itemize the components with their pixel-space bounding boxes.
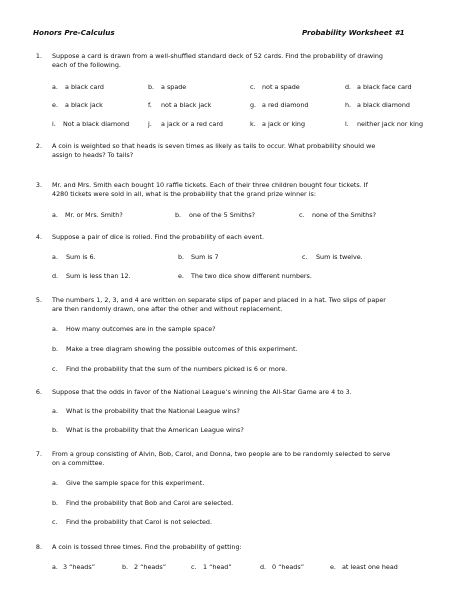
problem-text-line: A coin is tossed three times. Find the probability of getting:: [52, 543, 242, 551]
part-letter: b.: [148, 83, 155, 91]
part-letter: b.: [52, 345, 59, 353]
problem-number: 2.: [35, 142, 42, 150]
part-text: The two dice show different numbers.: [191, 272, 312, 280]
problem-text-line: Mr. and Mrs. Smith each bought 10 raffle tickets. Each of their three children bought four tickets. If: [52, 181, 368, 189]
part-text: 1 “head”: [203, 563, 232, 571]
problem-text-line: A coin is weighted so that heads is seven times as likely as tails to occur. What probability should we: [52, 142, 376, 150]
part-text: Mr. or Mrs. Smith?: [65, 211, 123, 219]
part-text: Give the sample space for this experiment.: [66, 479, 205, 487]
part-letter: e.: [178, 272, 184, 280]
problem-number: 3.: [35, 181, 42, 189]
part-text: How many outcomes are in the sample space?: [66, 325, 216, 333]
part-text: Sum is twelve.: [316, 253, 363, 261]
part-text: What is the probability that the American League wins?: [66, 426, 244, 434]
part-letter: c.: [52, 365, 58, 373]
part-letter: d.: [260, 563, 267, 571]
part-letter: c.: [52, 518, 58, 526]
part-text: not a black jack: [161, 101, 212, 109]
part-text: 0 “heads”: [272, 563, 305, 571]
part-letter: a.: [52, 211, 58, 219]
problem-number: 7.: [35, 450, 42, 458]
part-text: Sum is less than 12.: [66, 272, 131, 280]
part-text: a black card: [65, 83, 104, 91]
part-letter: c.: [250, 83, 256, 91]
part-text: a jack or king: [262, 120, 306, 128]
part-text: 2 “heads”: [134, 563, 167, 571]
part-letter: b.: [175, 211, 182, 219]
part-letter: a.: [52, 407, 58, 415]
problem-text-line: 4280 tickets were sold in all, what is the probability that the grand prize winner is:: [52, 190, 316, 198]
part-text: a black diamond: [357, 101, 410, 109]
part-text: not a spade: [262, 83, 300, 91]
part-letter: c.: [302, 253, 308, 261]
problem-text-line: Suppose a card is drawn from a well-shuffled standard deck of 52 cards. Find the probability of drawing: [52, 52, 383, 60]
part-text: neither jack nor king: [357, 120, 424, 128]
part-letter: c.: [191, 563, 197, 571]
problem-text-line: each of the following.: [52, 61, 121, 69]
problem-text-line: The numbers 1, 2, 3, and 4 are written on separate slips of paper and placed in a hat. Two slips of paper: [52, 296, 386, 304]
part-letter: b.: [52, 426, 59, 434]
part-text: a black jack: [65, 101, 103, 109]
worksheet-title: Probability Worksheet #1: [302, 28, 405, 37]
course-title: Honors Pre-Calculus: [33, 28, 115, 37]
part-text: a black face card: [357, 83, 412, 91]
part-text: one of the 5 Smiths?: [189, 211, 256, 219]
part-text: Make a tree diagram showing the possible outcomes of this experiment.: [66, 345, 298, 353]
part-letter: k.: [250, 120, 256, 128]
part-letter: b.: [52, 499, 59, 507]
problem-text-line: assign to heads? To tails?: [52, 151, 134, 159]
part-text: at least one head: [342, 563, 398, 571]
part-text: a red diamond: [262, 101, 309, 109]
part-text: a spade: [161, 83, 187, 91]
problem-text-line: From a group consisting of Alvin, Bob, Carol, and Donna, two people are to be randomly selected to serve: [52, 450, 391, 458]
part-letter: a.: [52, 83, 58, 91]
part-letter: d.: [345, 83, 352, 91]
problem-number: 8.: [35, 543, 42, 551]
problem-number: 1.: [35, 52, 42, 60]
problem-text-line: are then randomly drawn, one after the other and without replacement.: [52, 305, 283, 313]
part-letter: a.: [52, 479, 58, 487]
part-letter: d.: [52, 272, 59, 280]
part-letter: b.: [122, 563, 129, 571]
part-letter: b.: [178, 253, 185, 261]
part-text: none of the Smiths?: [312, 211, 377, 219]
part-letter: c.: [299, 211, 305, 219]
part-text: Not a black diamond: [63, 120, 130, 128]
part-letter: e.: [330, 563, 336, 571]
part-letter: e.: [52, 101, 58, 109]
problem-text-line: Suppose that the odds in favor of the National League’s winning the All-Star Game are 4 to 3.: [52, 388, 352, 396]
part-letter: a.: [52, 563, 58, 571]
part-letter: i.: [52, 120, 56, 128]
part-letter: h.: [345, 101, 352, 109]
part-text: Sum is 7: [191, 253, 219, 261]
part-letter: a.: [52, 253, 58, 261]
part-text: Sum is 6.: [66, 253, 96, 261]
part-letter: j.: [148, 120, 152, 128]
problem-number: 5.: [35, 296, 42, 304]
part-text: What is the probability that the National League wins?: [66, 407, 240, 415]
problem-text-line: Suppose a pair of dice is rolled. Find the probability of each event.: [52, 233, 265, 241]
part-letter: l.: [345, 120, 349, 128]
part-letter: f.: [148, 101, 152, 109]
part-letter: a.: [52, 325, 58, 333]
part-text: Find the probability that Carol is not selected.: [66, 518, 213, 526]
problem-number: 4.: [35, 233, 42, 241]
part-text: 3 “heads”: [63, 563, 96, 571]
part-text: a jack or a red card: [161, 120, 223, 128]
part-letter: g.: [250, 101, 257, 109]
problem-text-line: on a committee.: [52, 459, 105, 467]
part-text: Find the probability that the sum of the numbers picked is 6 or more.: [66, 365, 288, 373]
problem-number: 6.: [35, 388, 42, 396]
part-text: Find the probability that Bob and Carol are selected.: [66, 499, 234, 507]
